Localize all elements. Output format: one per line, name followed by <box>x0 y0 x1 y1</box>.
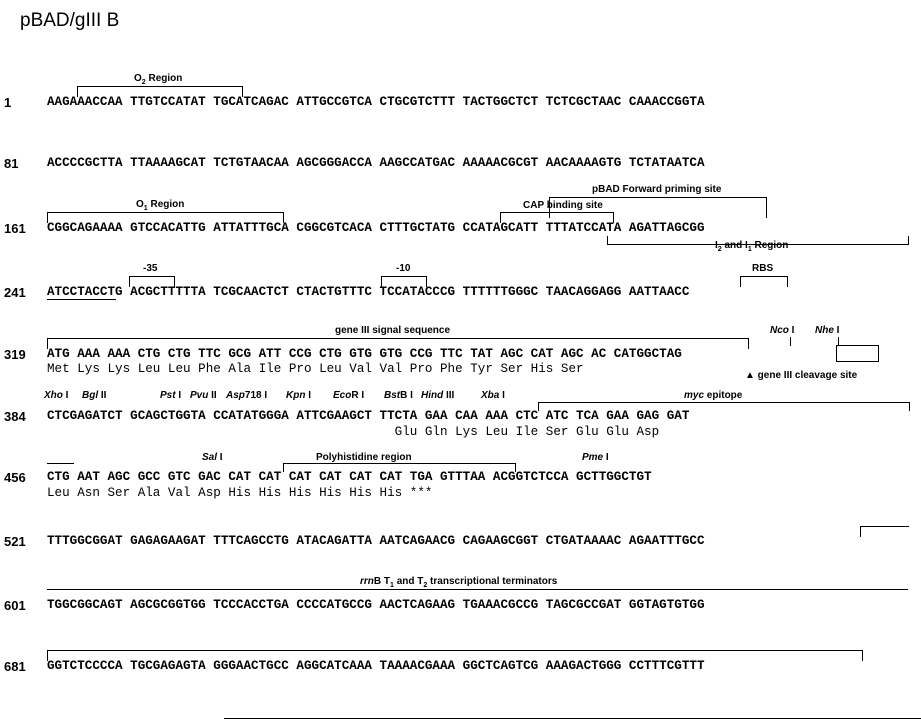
position-label: 384 <box>4 409 26 424</box>
sequence-row: TGGCGGCAGT AGCGCGGTGG TCCCACCTGA CCCCATGCCG AACTCAGAAG TGAAACGCCG TAGCGCCGAT GGTAGTGTGG <box>47 598 705 612</box>
i2-i1-region-label: $I_2$ and $I_1$ Region <box>715 240 789 253</box>
pst-label: Pst I <box>160 390 182 401</box>
pme-label: Pme I <box>582 452 609 463</box>
position-label: 681 <box>4 659 26 674</box>
position-label: 161 <box>4 221 26 236</box>
sequence-row: ACCCCGCTTA TTAAAAGCAT TCTGTAACAA AGCGGGACCA AAGCCATGAC AAAAACGCGT AACAAAAGTG TCTATAATCA <box>47 156 705 170</box>
hind-label: Hind III <box>421 390 455 401</box>
nco-tick <box>790 337 791 346</box>
myc-continuation-line <box>47 463 74 464</box>
nco-label: Nco I <box>770 325 795 336</box>
sequence-row: ATG AAA AAA CTG CTG TTC GCG ATT CCG CTG GTG GTG CCG TTC TAT AGC CAT AGC AC CATGGCTAG <box>47 347 682 361</box>
minus35-label: -35 <box>143 263 158 274</box>
nhe-label: Nhe I <box>815 325 840 336</box>
rrnb-start-bracket <box>860 526 909 537</box>
rrnb-label: rrnB $T_1$ and $T_2$ transcriptional terminators <box>360 576 558 589</box>
footer-divider <box>224 718 921 719</box>
bstb-label: BstB I <box>384 390 413 401</box>
xba-label: Xba I <box>481 390 505 401</box>
kpn-label: Kpn I <box>286 390 312 401</box>
o2-region-label: $O_2$ Region <box>134 73 183 86</box>
sal-label: Sal I <box>202 452 223 463</box>
translation-row: Met Lys Lys Leu Leu Phe Ala Ile Pro Leu Val Val Pro Phe Tyr Ser His Ser <box>47 362 584 376</box>
sequence-row: CGGCAGAAAA GTCCACATTG ATTATTTGCA CGGCGTCACA CTTTGCTATG CCATAGCATT TTTATCCATA AGATTAGCGG <box>47 221 705 235</box>
sequence-row: GGTCTCCCCA TGCGAGAGTA GGGAACTGCC AGGCATCAAA TAAAACGAAA GGCTCAGTCG AAAGACTGGG CCTTTCGTTT <box>47 659 705 673</box>
sequence-row: TTTGGCGGAT GAGAGAAGAT TTTCAGCCTG ATACAGATTA AATCAGAACG CAGAAGCGGT CTGATAAAAC AGAATTTGCC <box>47 534 705 548</box>
nhe-site-box <box>836 345 879 362</box>
position-label: 81 <box>4 156 19 171</box>
rbs-bracket <box>740 276 788 287</box>
pbad-forward-label: pBAD Forward priming site <box>592 184 722 195</box>
translation-row: Leu Asn Ser Ala Val Asp His His His His His His *** <box>47 486 433 500</box>
position-label: 241 <box>4 285 26 300</box>
sequence-row: ATCCTACCTG ACGCTTTTTA TCGCAACTCT CTACTGTTTC TCCATACCCG TTTTTTGGGC TAACAGGAGG AATTAACC <box>47 285 690 299</box>
position-label: 601 <box>4 598 26 613</box>
o1-region-label: $O_1$ Region <box>136 199 185 212</box>
sequence-row: AAGAAACCAA TTGTCCATAT TGCATCAGAC ATTGCCGTCA CTGCGTCTTT TACTGGCTCT TCTCGCTAAC CAAACCGGTA <box>47 95 705 109</box>
sequence-row: CTCGAGATCT GCAGCTGGTA CCATATGGGA ATTCGAAGCT TTCTA GAA CAA AAA CTC ATC TCA GAA GAG GAT <box>47 409 690 423</box>
cleavage-label: ▲ gene III cleavage site <box>745 370 858 381</box>
asp718-label: Asp718 I <box>226 390 268 401</box>
rbs-label: RBS <box>752 263 774 274</box>
page-title: pBAD/gIII B <box>20 10 120 31</box>
position-label: 319 <box>4 347 26 362</box>
polyhis-label: Polyhistidine region <box>316 452 412 463</box>
minus35-underline <box>47 299 116 300</box>
cap-site-label: CAP binding site <box>523 200 603 211</box>
translation-row: Glu Gln Lys Leu Ile Ser Glu Glu Asp <box>47 425 660 439</box>
rrnb-line <box>47 589 908 590</box>
minus10-label: -10 <box>396 263 411 274</box>
position-label: 521 <box>4 534 26 549</box>
position-label: 456 <box>4 470 26 485</box>
sequence-row: CTG AAT AGC GCC GTC GAC CAT CAT CAT CAT CAT CAT TGA GTTTAA ACGGTCTCCA GCTTGGCTGT <box>47 470 652 484</box>
ecor-label: EcoR I <box>333 390 365 401</box>
myc-label: myc epitope <box>684 390 743 401</box>
position-label: 1 <box>4 95 12 110</box>
xho-label: Xho I <box>44 390 69 401</box>
gene3-signal-label: gene III signal sequence <box>335 325 451 336</box>
bgl-label: Bgl II <box>82 390 107 401</box>
pvu-label: Pvu II <box>190 390 217 401</box>
